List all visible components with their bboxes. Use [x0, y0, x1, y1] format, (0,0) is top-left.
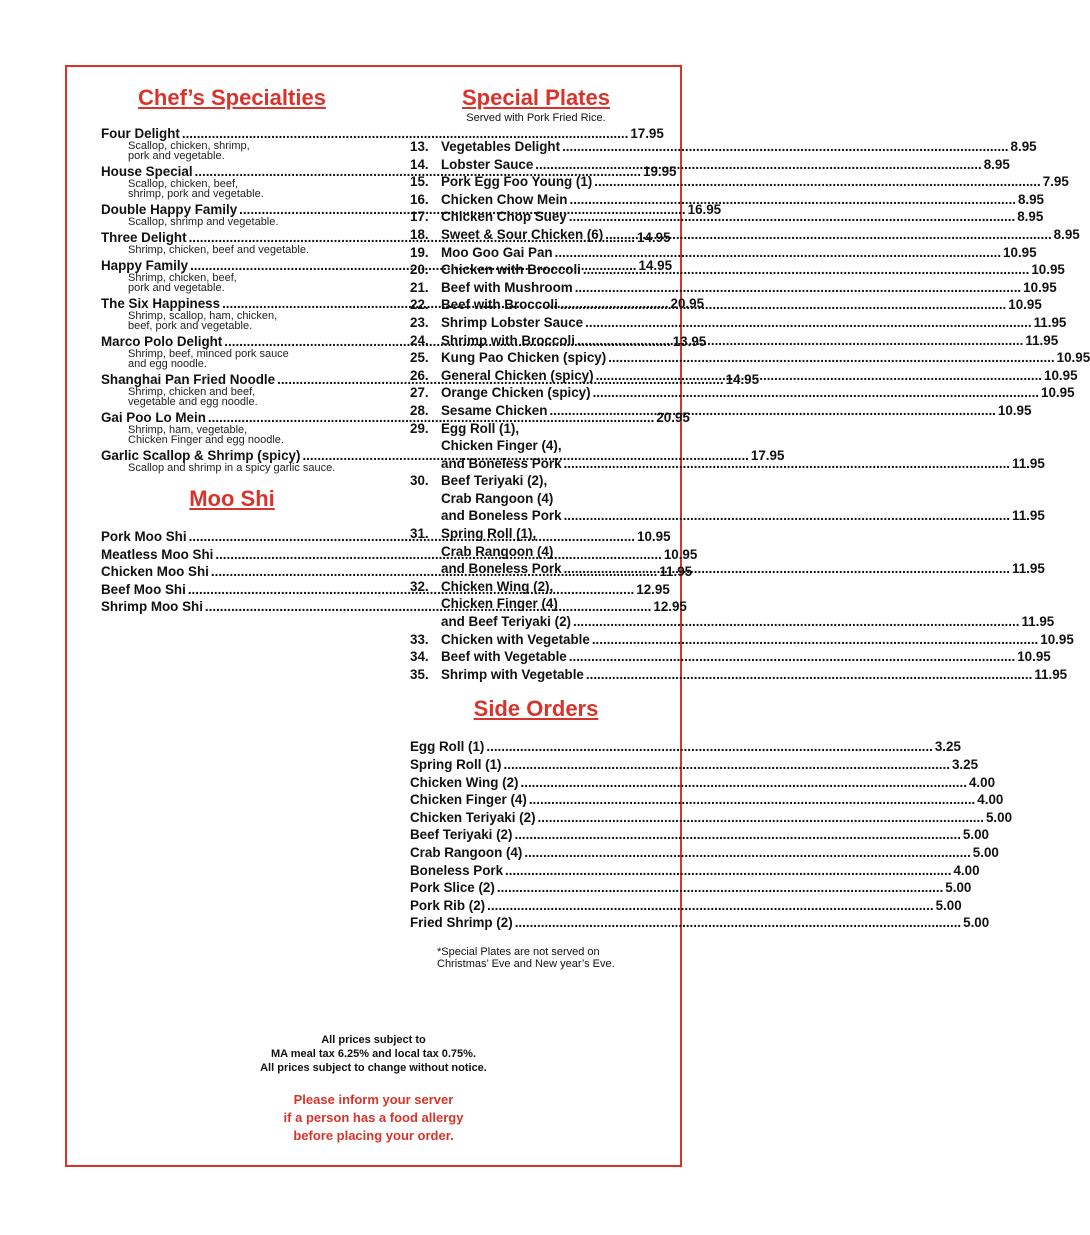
item-number: 21.	[410, 279, 429, 295]
item-name: Chicken with Vegetable	[441, 631, 590, 647]
menu-item	[410, 226, 1080, 244]
item-description: Shrimp, chicken and beef,	[128, 386, 256, 398]
item-name: Shrimp Lobster Sauce	[441, 314, 584, 330]
dot-leader	[573, 613, 1019, 631]
item-number: 28.	[410, 402, 429, 418]
item-price: 8.95	[1010, 139, 1037, 154]
tax-line: All prices subject to	[321, 1034, 426, 1046]
note-line: *Special Plates are not served on	[437, 945, 600, 958]
dot-leader	[608, 349, 1054, 367]
item-number: 32.	[410, 578, 429, 594]
dot-leader	[577, 332, 1023, 350]
item-number: 23.	[410, 314, 429, 330]
item-name: The Six Happiness	[101, 296, 221, 311]
item-price: 14.95	[638, 258, 673, 273]
allergy-line: if a person has a food allergy	[283, 1110, 464, 1125]
item-name: Orange Chicken (spicy)	[441, 385, 591, 401]
chefs-specialties-title: Chef’s Specialties	[138, 85, 326, 110]
price-row	[441, 666, 1067, 684]
item-name: General Chicken (spicy)	[441, 367, 594, 383]
price-row	[441, 208, 1043, 226]
allergy-line: Please inform your server	[293, 1092, 454, 1107]
item-price: 11.95	[1033, 314, 1067, 330]
item-price: 10.95	[997, 402, 1032, 418]
item-price: 13.95	[672, 334, 707, 349]
item-price: 14.95	[725, 372, 760, 387]
item-name: Beef with Mushroom	[441, 279, 573, 295]
item-number: 29.	[410, 420, 429, 436]
menu-item	[410, 261, 1065, 279]
item-price: 8.95	[983, 156, 1010, 172]
item-body	[441, 244, 1037, 262]
item-number: 22.	[410, 297, 429, 313]
item-name: Marco Polo Delight	[101, 334, 223, 349]
item-number: 15.	[410, 174, 429, 190]
item-line: Crab Rangoon (4)	[441, 490, 554, 506]
item-name: Shrimp with Vegetable	[441, 666, 584, 682]
item-name: Beef Moo Shi	[101, 581, 186, 597]
note-line: Christmas’ Eve and New year’s Eve.	[437, 957, 615, 970]
item-price: 11.95	[1012, 508, 1045, 524]
dot-leader	[564, 507, 1010, 525]
item-price: 5.00	[935, 897, 962, 913]
dot-leader	[592, 631, 1038, 649]
dot-leader	[605, 226, 1051, 244]
price-row	[441, 296, 1042, 314]
item-name: and Boneless Pork	[441, 455, 562, 471]
item-line: Egg Roll (1),	[441, 420, 520, 436]
item-price: 10.95	[1003, 244, 1037, 260]
allergy-notice	[65, 1091, 682, 1145]
item-number: 14.	[410, 156, 429, 172]
item-price: 7.95	[1042, 174, 1069, 190]
item-description: Scallop, shrimp and vegetable.	[128, 216, 279, 228]
item-price: 5.00	[963, 915, 990, 931]
item-name: Shanghai Pan Fried Noodle	[101, 372, 276, 387]
item-number: 34.	[410, 649, 429, 665]
item-body	[441, 648, 1051, 666]
item-description: Shrimp, beef, minced pork sauce	[128, 348, 289, 360]
item-body	[441, 156, 1010, 174]
item-name: Meatless Moo Shi	[101, 546, 214, 562]
dot-leader	[514, 826, 960, 844]
item-price: 5.00	[962, 827, 989, 843]
special-plates-note	[410, 946, 662, 970]
menu-item	[410, 791, 1004, 809]
item-price: 11.95	[1025, 332, 1059, 348]
item-price: 3.25	[934, 739, 961, 755]
dot-leader	[560, 296, 1006, 314]
item-name: Shrimp Moo Shi	[101, 599, 203, 615]
item-name: Chicken with Broccoli	[441, 262, 581, 278]
menu-item	[410, 138, 1037, 156]
dot-leader	[504, 756, 950, 774]
item-name: Spring Roll (1)	[410, 757, 502, 772]
item-price: 12.95	[636, 581, 670, 597]
item-body	[441, 420, 1045, 473]
item-price: 12.95	[653, 599, 687, 615]
menu-item	[410, 314, 1067, 332]
item-description: Scallop, chicken, shrimp,	[128, 140, 250, 152]
item-body	[441, 261, 1065, 279]
item-number: 24.	[410, 332, 429, 348]
menu-item	[410, 826, 989, 844]
price-row	[441, 279, 1057, 297]
item-price: 10.95	[663, 546, 698, 562]
dot-leader	[564, 455, 1010, 473]
item-number: 17.	[410, 209, 429, 225]
item-body	[441, 138, 1037, 156]
price-row	[410, 774, 996, 792]
item-body	[441, 578, 1054, 631]
item-price: 17.95	[750, 448, 785, 463]
menu-item	[410, 384, 1075, 402]
item-name: Fried Shrimp (2)	[410, 915, 513, 931]
dot-leader	[497, 879, 943, 897]
menu-item	[410, 756, 979, 774]
item-price: 14.95	[637, 230, 671, 245]
menu-item	[410, 897, 962, 915]
dot-leader	[596, 367, 1042, 385]
item-number: 33.	[410, 631, 429, 647]
dot-leader	[569, 208, 1015, 226]
price-row	[441, 560, 1045, 578]
item-line: Beef Teriyaki (2),	[441, 473, 548, 489]
menu-item	[410, 862, 980, 880]
item-name: Chicken Chow Mein	[441, 191, 568, 207]
item-price: 5.00	[985, 809, 1013, 825]
tax-line: All prices subject to change without notice.	[260, 1062, 487, 1074]
item-price: 11.95	[659, 564, 693, 580]
item-body	[441, 208, 1043, 226]
item-name: and Beef Teriyaki (2)	[441, 614, 571, 630]
price-row	[441, 156, 1010, 174]
dot-leader	[549, 402, 995, 420]
item-name: Chicken Moo Shi	[101, 564, 209, 580]
price-row	[410, 791, 1004, 809]
price-row	[441, 191, 1044, 209]
item-price: 16.95	[687, 202, 722, 217]
dot-leader	[569, 191, 1015, 209]
price-row	[410, 914, 990, 932]
price-row	[441, 384, 1075, 402]
menu-item	[410, 774, 996, 792]
item-body	[441, 226, 1080, 244]
price-row	[410, 862, 980, 880]
dot-leader	[585, 314, 1031, 332]
item-name: Three Delight	[101, 230, 187, 245]
price-row	[441, 261, 1065, 279]
item-body	[441, 402, 1031, 420]
menu-item	[410, 173, 1069, 191]
item-price: 11.95	[1021, 614, 1055, 630]
item-name: Kung Pao Chicken (spicy)	[441, 350, 607, 366]
item-name: Beef with Broccoli	[441, 297, 558, 313]
item-number: 25.	[410, 350, 429, 366]
item-number: 27.	[410, 385, 429, 401]
item-number: 26.	[410, 367, 429, 383]
dot-leader	[515, 914, 961, 932]
price-row	[410, 897, 962, 915]
price-row	[410, 879, 972, 897]
item-body	[441, 472, 1045, 525]
item-number: 13.	[410, 139, 429, 154]
item-line: Chicken Finger (4),	[441, 438, 562, 454]
item-number: 19.	[410, 244, 429, 260]
dot-leader	[562, 138, 1008, 156]
dot-leader	[575, 279, 1021, 297]
item-number: 16.	[410, 191, 429, 207]
item-name: Crab Rangoon (4)	[410, 844, 523, 860]
item-price: 4.00	[953, 862, 980, 878]
item-price: 3.25	[951, 757, 979, 772]
price-row	[441, 314, 1066, 332]
price-row	[101, 126, 664, 141]
item-description: shrimp, pork and vegetable.	[128, 188, 264, 200]
item-price: 4.00	[968, 774, 996, 790]
menu-item	[410, 844, 999, 862]
item-description: pork and vegetable.	[128, 150, 225, 162]
dot-leader	[487, 897, 933, 915]
menu-item	[410, 879, 972, 897]
item-name: Sweet & Sour Chicken (6)	[441, 226, 604, 242]
item-name: Beef with Vegetable	[441, 649, 567, 665]
item-description: pork and vegetable.	[128, 282, 225, 294]
item-description: Chicken Finger and egg noodle.	[128, 434, 284, 446]
moo-shi-title: Moo Shi	[189, 486, 275, 511]
item-description: vegetable and egg noodle.	[128, 396, 258, 408]
dot-leader	[555, 244, 1001, 262]
allergy-line: before placing your order.	[293, 1128, 454, 1143]
menu-item	[410, 349, 1090, 367]
item-body	[441, 666, 1067, 684]
price-row	[441, 244, 1037, 262]
item-price: 10.95	[1031, 262, 1065, 278]
item-price: 20.95	[656, 410, 690, 425]
side-orders-title: Side Orders	[473, 696, 599, 722]
item-description: and egg noodle.	[128, 358, 207, 370]
menu-item	[410, 914, 990, 932]
price-row	[441, 455, 1045, 473]
price-row	[441, 613, 1054, 631]
dot-leader	[586, 666, 1032, 684]
dot-leader	[594, 173, 1040, 191]
dot-leader	[521, 774, 967, 792]
item-price: 10.95	[637, 529, 671, 544]
price-row	[410, 809, 1013, 827]
item-price: 4.00	[977, 792, 1004, 808]
item-price: 17.95	[630, 126, 664, 141]
item-body	[441, 384, 1075, 402]
item-price: 11.95	[1012, 455, 1045, 471]
item-name: Shrimp with Broccoli	[441, 332, 575, 348]
item-price: 5.00	[945, 880, 972, 896]
item-description: Shrimp, scallop, ham, chicken,	[128, 310, 278, 322]
item-name: Chicken Chop Suey	[441, 209, 567, 225]
item-name: Vegetables Delight	[441, 139, 561, 154]
menu-item	[410, 191, 1044, 209]
item-name: Four Delight	[101, 126, 180, 141]
item-name: and Boneless Pork	[441, 561, 562, 577]
item-name: Boneless Pork	[410, 862, 504, 878]
item-price: 10.95	[1040, 631, 1074, 647]
item-price: 10.95	[1008, 297, 1042, 313]
item-price: 10.95	[1017, 649, 1051, 665]
item-body	[441, 173, 1069, 191]
price-row	[441, 138, 1037, 156]
item-body	[441, 349, 1090, 367]
item-body	[441, 332, 1058, 350]
price-row	[410, 756, 979, 774]
item-body	[441, 279, 1057, 297]
dot-leader	[569, 648, 1015, 666]
item-description: Scallop, chicken, beef,	[128, 178, 239, 190]
item-body	[441, 631, 1074, 649]
item-name: Beef Teriyaki (2)	[410, 827, 513, 843]
item-name: Chicken Wing (2)	[410, 774, 519, 790]
dot-leader	[564, 560, 1010, 578]
item-line: Chicken Wing (2),	[441, 578, 554, 594]
side-orders-list	[410, 738, 1013, 932]
price-row	[441, 367, 1078, 385]
item-number: 35.	[410, 666, 429, 682]
item-name: Pork Slice (2)	[410, 880, 495, 896]
item-price: 11.95	[1012, 561, 1045, 577]
item-price: 8.95	[1053, 226, 1080, 242]
price-row	[441, 648, 1051, 666]
item-description: Shrimp, chicken, beef and vegetable.	[128, 244, 310, 256]
special-plates-title: Special Plates	[462, 85, 610, 110]
item-name: Lobster Sauce	[441, 156, 534, 172]
item-number: 30.	[410, 473, 429, 489]
item-name: Double Happy Family	[101, 202, 238, 217]
item-line: Crab Rangoon (4)	[441, 543, 554, 559]
menu-item	[410, 472, 1045, 525]
item-name: Egg Roll (1)	[410, 739, 485, 755]
item-name: Happy Family	[101, 258, 189, 273]
item-number: 18.	[410, 226, 429, 242]
dot-leader	[593, 384, 1039, 402]
item-line: Spring Roll (1),	[441, 526, 537, 542]
price-row	[441, 349, 1090, 367]
dot-leader	[524, 844, 970, 862]
dot-leader	[505, 862, 951, 880]
tax-notice	[65, 1033, 682, 1075]
item-price: 10.95	[1041, 385, 1075, 401]
item-name: Pork Rib (2)	[410, 897, 486, 913]
item-price: 10.95	[1056, 350, 1090, 366]
item-description: Shrimp, chicken, beef,	[128, 272, 237, 284]
item-body	[441, 296, 1042, 314]
dot-leader	[583, 261, 1029, 279]
price-row	[441, 226, 1080, 244]
price-row	[441, 402, 1031, 420]
item-price: 10.95	[1023, 279, 1057, 295]
item-description: Scallop and shrimp in a spicy garlic sauce.	[128, 462, 336, 474]
item-name: Chicken Finger (4)	[410, 792, 527, 808]
dot-leader	[486, 738, 932, 756]
item-price: 19.95	[643, 164, 677, 179]
item-name: Pork Egg Foo Young (1)	[441, 174, 593, 190]
price-row	[410, 826, 989, 844]
item-price: 10.95	[1044, 367, 1078, 383]
item-line: Chicken Finger (4)	[441, 596, 558, 612]
item-name: Chicken Teriyaki (2)	[410, 809, 536, 825]
dot-leader	[535, 156, 981, 174]
menu-item	[410, 648, 1051, 666]
item-body	[441, 314, 1066, 332]
menu-item	[410, 809, 1013, 827]
item-description: beef, pork and vegetable.	[128, 320, 253, 332]
menu-item	[410, 244, 1037, 262]
price-row	[441, 507, 1045, 525]
item-name: and Boneless Pork	[441, 508, 562, 524]
item-number: 20.	[410, 262, 429, 278]
item-name: Moo Goo Gai Pan	[441, 244, 553, 260]
dot-leader	[529, 791, 975, 809]
price-row	[410, 738, 961, 756]
tax-line: MA meal tax 6.25% and local tax 0.75%.	[270, 1048, 477, 1060]
item-name: Pork Moo Shi	[101, 529, 187, 544]
price-row	[410, 844, 999, 862]
menu-item	[410, 738, 961, 756]
special-plates-subtitle: Served with Pork Fried Rice.	[466, 112, 606, 124]
item-price: 20.95	[670, 296, 705, 311]
item-body	[441, 191, 1044, 209]
item-body	[441, 525, 1045, 578]
item-name: House Special	[101, 164, 193, 179]
menu-item	[410, 666, 1068, 684]
menu-item	[410, 279, 1057, 297]
item-number: 31.	[410, 526, 429, 542]
item-price: 11.95	[1034, 666, 1068, 682]
price-row	[441, 332, 1058, 350]
dot-leader	[538, 809, 984, 827]
price-row	[441, 173, 1069, 191]
item-name: Garlic Scallop & Shrimp (spicy)	[101, 448, 301, 463]
item-description: Shrimp, ham, vegetable,	[128, 424, 248, 436]
menu-item	[410, 631, 1074, 649]
item-price: 5.00	[972, 844, 999, 860]
item-price: 8.95	[1017, 209, 1044, 225]
item-body	[441, 367, 1078, 385]
price-row	[441, 631, 1074, 649]
item-name: Sesame Chicken	[441, 402, 548, 418]
item-price: 8.95	[1017, 191, 1044, 207]
item-name: Gai Poo Lo Mein	[101, 410, 206, 425]
